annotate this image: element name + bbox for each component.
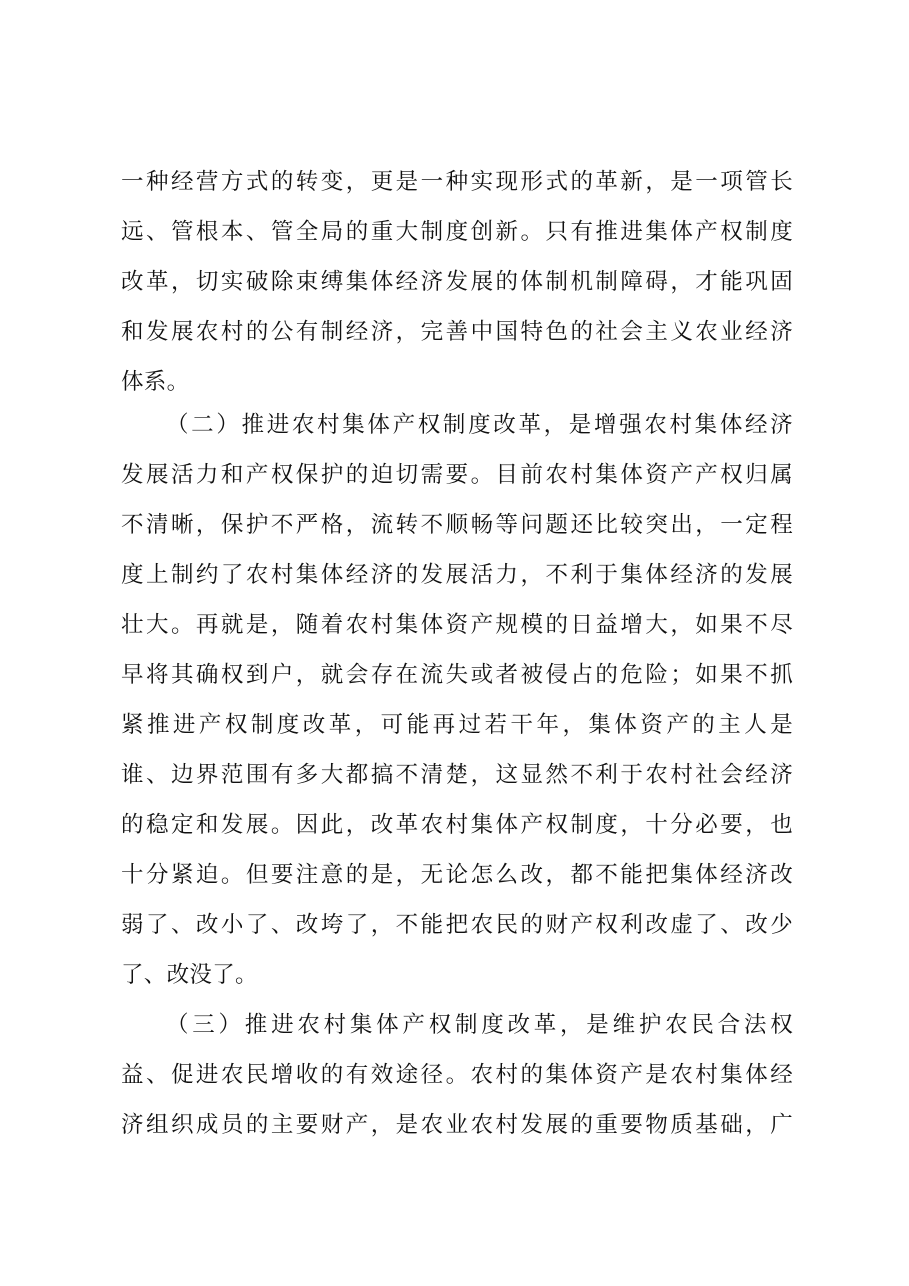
paragraph-line: 济组织成员的主要财产，是农业农村发展的重要物质基础，广 — [121, 1112, 793, 1138]
paragraph-line: 不清晰，保护不严格，流转不顺畅等问题还比较突出，一定程 — [121, 512, 793, 538]
paragraph-line: （二）推进农村集体产权制度改革，是增强农村集体经济 — [166, 412, 793, 438]
paragraph-line: 远、管根本、管全局的重大制度创新。只有推进集体产权制度 — [121, 219, 793, 245]
paragraph-line: 体系。 — [121, 369, 190, 395]
paragraph-line: 紧推进产权制度改革，可能再过若干年，集体资产的主人是 — [121, 712, 793, 738]
paragraph-line: 十分紧迫。但要注意的是，无论怎么改，都不能把集体经济改 — [121, 862, 793, 888]
paragraph-line: 弱了、改小了、改垮了，不能把农民的财产权利改虚了、改少 — [121, 912, 793, 938]
paragraph-line: 一种经营方式的转变，更是一种实现形式的革新，是一项管长 — [121, 169, 793, 195]
paragraph-line: 了、改没了。 — [121, 962, 258, 988]
paragraph-line: 益、促进农民增收的有效途径。农村的集体资产是农村集体经 — [121, 1062, 793, 1088]
paragraph-line: 早将其确权到户，就会存在流失或者被侵占的危险；如果不抓 — [121, 662, 793, 688]
paragraph-line: 改革，切实破除束缚集体经济发展的体制机制障碍，才能巩固 — [121, 269, 793, 295]
paragraph-line: 的稳定和发展。因此，改革农村集体产权制度，十分必要，也 — [121, 812, 793, 838]
paragraph-line: 度上制约了农村集体经济的发展活力，不利于集体经济的发展 — [121, 562, 793, 588]
paragraph-line: 发展活力和产权保护的迫切需要。目前农村集体资产产权归属 — [121, 462, 793, 488]
paragraph-line: （三）推进农村集体产权制度改革，是维护农民合法权 — [166, 1012, 793, 1038]
paragraph-line: 壮大。再就是，随着农村集体资产规模的日益增大，如果不尽 — [121, 612, 793, 638]
paragraph-line: 谁、边界范围有多大都搞不清楚，这显然不利于农村社会经济 — [121, 762, 793, 788]
paragraph-line: 和发展农村的公有制经济，完善中国特色的社会主义农业经济 — [121, 319, 793, 345]
